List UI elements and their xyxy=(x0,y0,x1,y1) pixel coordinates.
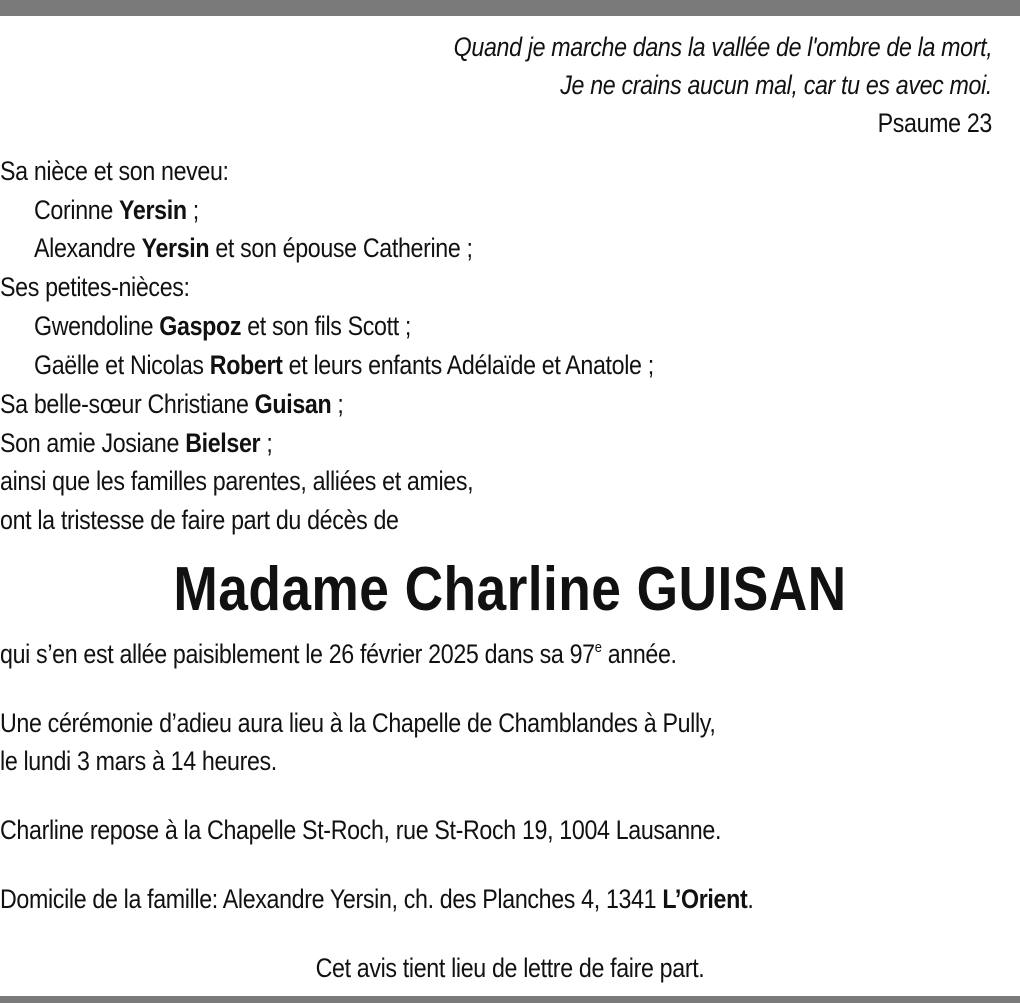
top-border-rule xyxy=(0,0,1020,16)
family-heading-niece-nephew: Sa nièce et son neveu: xyxy=(0,156,229,186)
family-extended: ainsi que les familles parentes, alliées et amies, xyxy=(0,466,474,496)
passing-statement: qui s’en est allée paisiblement le 26 février 2025 dans sa 97e année. xyxy=(0,639,677,669)
repose-location: Charline repose à la Chapelle St-Roch, rue St-Roch 19, 1004 Lausanne. xyxy=(0,815,722,845)
deceased-name: Madame Charline GUISAN xyxy=(173,555,847,624)
verse-line-2: Je ne crains aucun mal, car tu es avec moi. xyxy=(560,70,992,100)
ceremony-line-1: Une cérémonie d’adieu aura lieu à la Chapelle de Chamblandes à Pully, xyxy=(0,708,716,738)
family-member-josiane: Son amie Josiane Bielser ; xyxy=(0,428,273,458)
family-member-gwendoline: Gwendoline Gaspoz et son fils Scott ; xyxy=(34,311,412,341)
family-domicile: Domicile de la famille: Alexandre Yersin, ch. des Planches 4, 1341 L’Orient. xyxy=(0,884,754,914)
family-heading-grandnieces: Ses petites-nièces: xyxy=(0,272,190,302)
family-member-christiane: Sa belle-sœur Christiane Guisan ; xyxy=(0,389,344,419)
closing-note: Cet avis tient lieu de lettre de faire part. xyxy=(315,953,705,983)
verse-line-1: Quand je marche dans la vallée de l'ombre de la mort, xyxy=(453,32,992,62)
ceremony-line-2: le lundi 3 mars à 14 heures. xyxy=(0,746,277,776)
announcement-intro: ont la tristesse de faire part du décès de xyxy=(0,505,399,535)
bottom-border-rule xyxy=(0,996,1020,1003)
family-member-alexandre: Alexandre Yersin et son épouse Catherine ; xyxy=(34,233,473,263)
family-member-corinne: Corinne Yersin ; xyxy=(34,195,199,225)
family-member-gaelle-nicolas: Gaëlle et Nicolas Robert et leurs enfants Adélaïde et Anatole ; xyxy=(34,350,654,380)
verse-source: Psaume 23 xyxy=(877,108,992,138)
